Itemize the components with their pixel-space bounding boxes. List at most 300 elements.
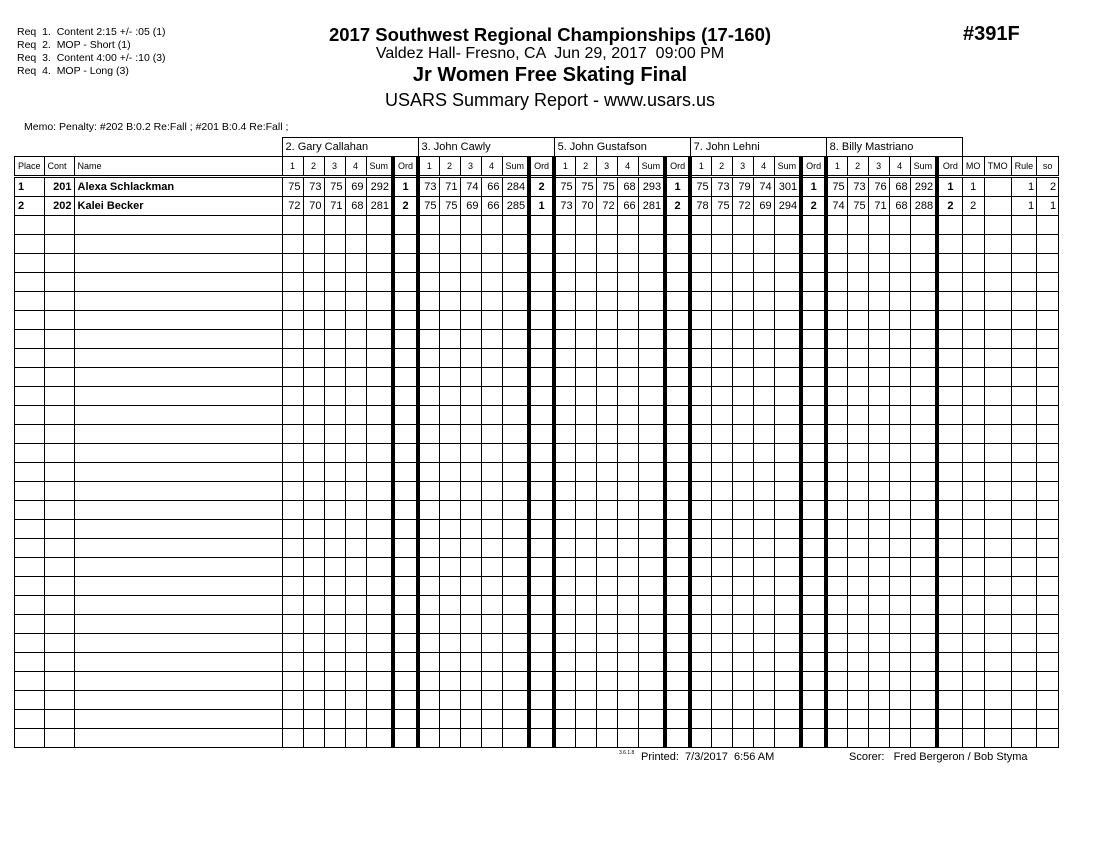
empty-cell [711,368,732,387]
empty-cell [889,425,910,444]
judge-score: 68 [889,177,910,197]
empty-cell [753,368,774,387]
empty-cell [554,425,575,444]
empty-row [15,672,1059,691]
empty-cell [529,406,554,425]
empty-cell [303,653,324,672]
empty-cell [847,539,868,558]
judge-ordinal: 2 [937,197,962,216]
empty-cell [529,387,554,406]
empty-row [15,292,1059,311]
empty-cell [502,577,529,596]
empty-cell [366,634,393,653]
empty-cell [868,710,889,729]
empty-cell [617,501,638,520]
empty-cell [711,425,732,444]
empty-cell [74,710,282,729]
empty-cell [502,444,529,463]
empty-cell [774,691,801,710]
empty-cell [868,349,889,368]
empty-cell [732,444,753,463]
empty-cell [282,330,303,349]
empty-cell [910,406,937,425]
empty-cell [481,634,502,653]
empty-cell [774,273,801,292]
judge-score: 71 [868,197,889,216]
empty-cell [910,634,937,653]
empty-cell [889,729,910,748]
judge-score: 75 [847,197,868,216]
empty-cell [418,387,439,406]
empty-cell [732,216,753,235]
empty-cell [596,311,617,330]
empty-cell [962,558,984,577]
empty-cell [1037,577,1059,596]
empty-cell [962,425,984,444]
empty-cell [345,482,366,501]
empty-cell [529,539,554,558]
empty-cell [44,501,74,520]
empty-cell [847,482,868,501]
empty-cell [937,482,962,501]
empty-cell [711,558,732,577]
empty-cell [345,406,366,425]
empty-cell [690,330,711,349]
empty-cell [617,539,638,558]
empty-cell [529,596,554,615]
empty-cell [15,482,45,501]
empty-cell [366,444,393,463]
empty-cell [439,482,460,501]
empty-cell [638,539,665,558]
empty-cell [690,273,711,292]
empty-cell [801,710,826,729]
judge-ordinal: 2 [529,177,554,197]
empty-cell [732,653,753,672]
empty-cell [774,653,801,672]
empty-cell [481,653,502,672]
empty-cell [910,482,937,501]
empty-cell [665,406,690,425]
empty-cell [910,691,937,710]
header-mark: 2 [303,157,324,177]
empty-cell [324,273,345,292]
empty-cell [753,672,774,691]
empty-cell [665,501,690,520]
empty-cell [439,558,460,577]
empty-cell [962,292,984,311]
empty-cell [617,330,638,349]
empty-cell [345,349,366,368]
empty-cell [529,254,554,273]
empty-row [15,520,1059,539]
judge-sum: 284 [502,177,529,197]
empty-cell [711,349,732,368]
empty-cell [937,577,962,596]
empty-cell [439,311,460,330]
empty-cell [711,444,732,463]
empty-cell [826,615,847,634]
empty-cell [324,634,345,653]
empty-row [15,368,1059,387]
empty-cell [15,216,45,235]
judge-ordinal: 1 [801,177,826,197]
empty-cell [502,596,529,615]
empty-cell [345,368,366,387]
empty-cell [393,710,418,729]
empty-cell [44,330,74,349]
empty-cell [303,672,324,691]
empty-cell [345,311,366,330]
empty-cell [554,653,575,672]
empty-cell [303,311,324,330]
empty-cell [826,653,847,672]
empty-cell [868,615,889,634]
empty-cell [984,501,1011,520]
empty-cell [303,330,324,349]
printed-timestamp: Printed: 7/3/2017 6:56 AM [641,751,775,763]
empty-cell [303,216,324,235]
requirement-item: Req 4. MOP - Long (3) [17,65,129,77]
empty-cell [345,520,366,539]
empty-cell [1011,311,1037,330]
empty-cell [44,216,74,235]
empty-cell [366,482,393,501]
header-cont: Cont [44,157,74,177]
empty-cell [282,691,303,710]
empty-cell [774,406,801,425]
empty-cell [460,235,481,254]
empty-cell [596,216,617,235]
empty-cell [1011,425,1037,444]
empty-cell [868,691,889,710]
empty-cell [962,463,984,482]
empty-cell [74,368,282,387]
empty-cell [910,254,937,273]
empty-cell [868,634,889,653]
empty-cell [753,539,774,558]
empty-cell [910,615,937,634]
judge-score: 72 [596,197,617,216]
empty-cell [889,615,910,634]
scorer-names: Scorer: Fred Bergeron / Bob Styma [849,751,1028,763]
empty-cell [44,387,74,406]
empty-cell [868,672,889,691]
judge-score: 68 [889,197,910,216]
empty-cell [638,349,665,368]
empty-cell [801,463,826,482]
empty-cell [638,596,665,615]
empty-row [15,349,1059,368]
empty-cell [910,349,937,368]
judge-score: 69 [345,177,366,197]
empty-cell [596,330,617,349]
empty-cell [889,482,910,501]
judge-score: 75 [324,177,345,197]
empty-cell [984,691,1011,710]
judge-sum: 288 [910,197,937,216]
judge-score: 69 [460,197,481,216]
empty-cell [868,216,889,235]
empty-cell [393,653,418,672]
empty-cell [984,273,1011,292]
empty-cell [801,691,826,710]
empty-cell [439,425,460,444]
empty-cell [732,596,753,615]
empty-cell [575,311,596,330]
empty-row [15,425,1059,444]
empty-cell [15,368,45,387]
empty-cell [937,596,962,615]
empty-cell [15,520,45,539]
empty-cell [910,577,937,596]
empty-cell [74,482,282,501]
empty-cell [711,482,732,501]
header-mark: 1 [554,157,575,177]
empty-cell [638,216,665,235]
empty-cell [1011,482,1037,501]
empty-cell [366,558,393,577]
empty-cell [711,672,732,691]
empty-cell [418,558,439,577]
empty-cell [753,634,774,653]
empty-cell [826,444,847,463]
judge-sum: 293 [638,177,665,197]
empty-cell [460,330,481,349]
judge-header-row [15,138,1059,157]
empty-cell [711,330,732,349]
empty-cell [393,634,418,653]
empty-cell [1011,501,1037,520]
empty-cell [617,235,638,254]
empty-cell [638,482,665,501]
empty-cell [366,463,393,482]
empty-cell [44,710,74,729]
empty-cell [847,235,868,254]
empty-cell [282,577,303,596]
empty-cell [575,672,596,691]
empty-cell [617,634,638,653]
empty-cell [345,691,366,710]
empty-cell [690,653,711,672]
empty-cell [596,672,617,691]
empty-cell [665,444,690,463]
empty-cell [774,710,801,729]
empty-cell [910,596,937,615]
empty-cell [638,406,665,425]
empty-cell [774,292,801,311]
empty-cell [1037,406,1059,425]
empty-cell [481,235,502,254]
empty-cell [575,539,596,558]
empty-cell [910,425,937,444]
empty-cell [1037,311,1059,330]
empty-cell [282,520,303,539]
header-mark: 2 [847,157,868,177]
empty-cell [575,729,596,748]
empty-cell [774,596,801,615]
empty-cell [962,254,984,273]
judge-score: 71 [324,197,345,216]
empty-cell [801,501,826,520]
empty-cell [711,615,732,634]
empty-cell [575,216,596,235]
judge-score: 75 [575,177,596,197]
empty-cell [575,463,596,482]
empty-cell [345,216,366,235]
empty-cell [596,368,617,387]
empty-cell [393,520,418,539]
empty-cell [889,444,910,463]
empty-cell [753,406,774,425]
empty-cell [690,596,711,615]
header-mark: 3 [868,157,889,177]
empty-cell [690,368,711,387]
header-mark: Sum [910,157,937,177]
empty-cell [502,387,529,406]
empty-cell [910,463,937,482]
empty-cell [15,729,45,748]
rule: 1 [1011,197,1037,216]
judge-score: 69 [753,197,774,216]
empty-cell [690,539,711,558]
empty-cell [753,691,774,710]
empty-cell [937,729,962,748]
empty-cell [44,482,74,501]
empty-cell [418,577,439,596]
empty-cell [481,558,502,577]
empty-cell [282,406,303,425]
empty-cell [74,558,282,577]
empty-cell [15,463,45,482]
empty-cell [324,425,345,444]
empty-cell [889,254,910,273]
empty-row [15,463,1059,482]
empty-cell [345,653,366,672]
empty-cell [868,273,889,292]
empty-cell [826,672,847,691]
empty-cell [554,691,575,710]
empty-cell [74,425,282,444]
empty-cell [801,273,826,292]
empty-cell [460,311,481,330]
empty-cell [962,273,984,292]
empty-cell [1037,634,1059,653]
empty-cell [460,729,481,748]
empty-cell [596,254,617,273]
empty-cell [638,577,665,596]
empty-cell [303,577,324,596]
empty-cell [826,558,847,577]
empty-cell [638,653,665,672]
empty-cell [665,520,690,539]
empty-cell [418,539,439,558]
empty-cell [596,463,617,482]
empty-cell [753,501,774,520]
empty-cell [937,634,962,653]
place: 2 [15,197,45,216]
empty-cell [711,577,732,596]
empty-cell [753,330,774,349]
blank [962,138,1059,157]
empty-cell [554,539,575,558]
empty-cell [15,501,45,520]
empty-cell [345,729,366,748]
empty-cell [801,406,826,425]
empty-cell [460,577,481,596]
empty-cell [460,558,481,577]
empty-cell [690,577,711,596]
empty-cell [753,387,774,406]
header-mark: 2 [711,157,732,177]
empty-cell [937,311,962,330]
empty-cell [962,368,984,387]
empty-cell [801,292,826,311]
empty-cell [393,387,418,406]
empty-cell [15,634,45,653]
empty-cell [529,368,554,387]
empty-cell [282,615,303,634]
empty-cell [324,406,345,425]
judge-score: 73 [554,197,575,216]
empty-cell [15,349,45,368]
empty-cell [502,482,529,501]
empty-cell [554,273,575,292]
empty-cell [638,558,665,577]
empty-cell [460,634,481,653]
empty-cell [711,596,732,615]
empty-cell [1011,577,1037,596]
empty-cell [502,349,529,368]
empty-cell [529,330,554,349]
empty-row [15,691,1059,710]
empty-cell [303,349,324,368]
empty-cell [554,444,575,463]
empty-cell [502,425,529,444]
empty-cell [847,216,868,235]
empty-cell [575,368,596,387]
empty-cell [732,235,753,254]
empty-cell [774,311,801,330]
empty-cell [481,463,502,482]
empty-cell [826,539,847,558]
empty-cell [801,539,826,558]
empty-cell [1037,558,1059,577]
empty-cell [575,691,596,710]
empty-cell [732,710,753,729]
empty-cell [910,710,937,729]
header-mark: 1 [282,157,303,177]
empty-cell [690,235,711,254]
empty-cell [801,349,826,368]
empty-cell [690,729,711,748]
empty-cell [44,273,74,292]
empty-cell [393,558,418,577]
empty-cell [1011,520,1037,539]
empty-cell [753,311,774,330]
empty-cell [324,672,345,691]
empty-cell [617,653,638,672]
empty-cell [1011,254,1037,273]
empty-cell [1037,330,1059,349]
empty-cell [575,292,596,311]
empty-cell [847,273,868,292]
empty-cell [1011,330,1037,349]
empty-cell [366,235,393,254]
judge-score: 66 [481,197,502,216]
empty-cell [984,596,1011,615]
empty-cell [868,520,889,539]
